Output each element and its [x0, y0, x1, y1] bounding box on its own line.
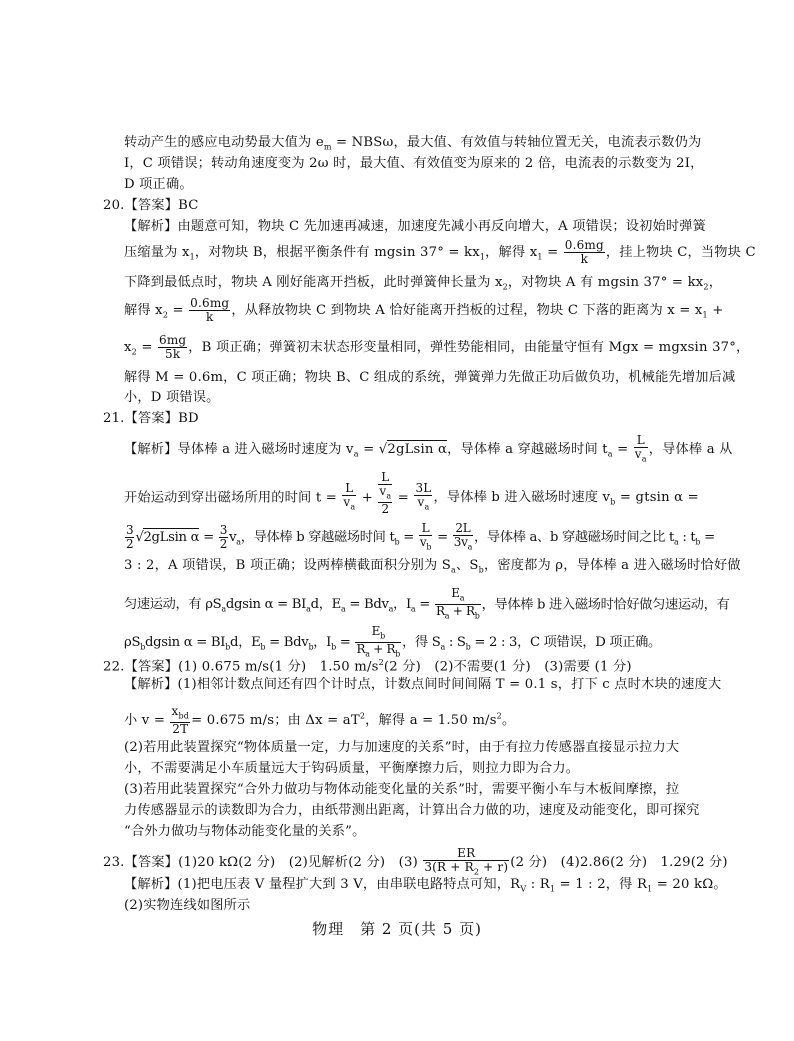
q23-answer: 23.【答案】(1)20 kΩ(2 分) (2)见解析(2 分) (3) $\frac{ER}{3(R + R_2 + r)}$ (2 分) (4)2.86(2 分) 1.29(2 分) [103, 846, 728, 877]
q23-analysis-1: 【解析】(1)把电压表 V 量程扩大到 3 V，由串联电路特点可知，$R_V$ : $R_1 = 1$ : 2，得 $R_1 = 20$ kΩ。 [124, 877, 727, 894]
q19-line-2: I，C 项错误；转动角速度变为 2ω 时，最大值、有效值变为原来的 2 倍，电流表的示数变为 2I， [124, 156, 704, 171]
q21-analysis-5: 匀速运动，有 $\rho S_adgsin$ $\alpha = BI_ad$，$E_a = Bdv_a$，$I_a$ = $\frac{E_a}{R_a + R_b}$ ，导体棒 b 进入磁场时恰好做匀速运动，有 [124, 586, 730, 621]
q21-analysis-4: 3 : 2，A 项错误，B 项正确；设两棒横截面积分别为 $S_a$、$S_b$，密度都为 ρ，导体棒 a 进入磁场时恰好做 [124, 558, 741, 575]
q20-answer: 20.【答案】BC [103, 198, 199, 213]
q19-line-3: D 项正确。 [124, 177, 193, 192]
q22-analysis-2: 小 v = $\frac{x_{bd}}{2T}$ = 0.675 m/s；由 $\Delta x = aT^2$，解得 a = 1.50 $m/s^2$。 [124, 704, 516, 737]
q20-analysis-3: 下降到最低点时，物块 A 刚好能离开挡板，此时弹簧伸长量为 $x_2$，对物块 A 有 mgsin $37^\circ = kx_2$， [124, 275, 723, 292]
q21-analysis-6: $\rho S_bdgsin$ $\alpha = BI_bd$，$E_b = Bdv_b$，$I_b$ = $\frac{E_b}{R_a + R_b}$ ，得 $S_a$ : $S_b = 2$ : 3，C 项错误，D 项正确。 [124, 624, 661, 659]
q22-analysis-7: “合外力做功与物体动能变化量的关系”。 [124, 824, 366, 839]
q22-analysis-1: 【解析】(1)相邻计数点间还有四个计时点，计数点间时间间隔 T = 0.1 s，打下 c 点时木块的速度大 [124, 677, 722, 692]
q20-analysis-7: 小，D 项错误。 [124, 390, 220, 405]
q20-analysis-5: $x_2$ = $\frac{6mg}{5k}$ ，B 项正确；弹簧初末状态形变量相同，弹性势能相同，由能量守恒有 Mgx = mgxsin 37°， [124, 333, 750, 361]
q21-analysis-1: 【解析】导体棒 a 进入磁场时速度为 $v_a = √2gLsin$ α，导体棒 a 穿越磁场时间 $t_a$ = $\frac{L}{v_a}$ ，导体棒 a 从 [124, 433, 733, 464]
fraction-ta: $\frac{L}{v_a}$ [634, 433, 647, 464]
q20-analysis-2: 压缩量为 $x_1$，对物块 B，根据平衡条件有 mgsin $37^\circ = kx_1$，解得 $x_1$ = $\frac{0.6mg}{k}$ ，挂上物块 C，当物块 C [124, 238, 756, 266]
q21-analysis-3: $\frac{3}{2}$ √2gLsin α = $\frac{3}{2}$ $v_a$，导体棒 b 穿越磁场时间 $t_b$ = $\frac{L}{v_b}$ = $\frac{2L}{3v_a}$ ，导体棒 a、b 穿越磁场时间之比 $t_a$ : $t_b$ = [126, 521, 715, 552]
q20-analysis-4: 解得 $x_2$ = $\frac{0.6mg}{k}$ ，从释放物块 C 到物块 A 恰好能离开挡板的过程，物块 C 下落的距离为 $x = x_1$ + [124, 296, 724, 324]
q22-answer: 22.【答案】(1) 0.675 m/s(1 分) 1.50 $m/s^2(2$ 分) (2)不需要(1 分) (3)需要 (1 分) [103, 658, 632, 675]
q21-answer: 21.【答案】BD [103, 411, 199, 426]
fraction-x1: $\frac{0.6mg}{k}$ [564, 238, 604, 266]
q20-analysis-6: 解得 M = 0.6m，C 项正确；物块 B、C 组成的系统，弹簧弹力先做正功后做负功，机械能先增加后减 [124, 370, 736, 385]
q23-analysis-2: (2)实物连线如图所示 [124, 898, 251, 913]
q21-analysis-2: 开始运动到穿出磁场所用的时间 t = $\frac{L}{v_a}$ + L $v_a$ 2 = $\frac{3L}{v_a}$ ，导体棒 b 进入磁场时速度 $v_b = gtsin$ α = [124, 470, 699, 517]
page-footer: 物理 第 2 页(共 5 页) [312, 920, 482, 938]
fraction-x: $\frac{6mg}{5k}$ [159, 333, 187, 361]
q19-line-1: 转动产生的感应电动势最大值为 $e_m = NBS\omega$，最大值、有效值与转轴位置无关，电流表示数仍为 [124, 135, 702, 152]
q22-analysis-6: 力传感器显示的读数即为合力，由纸带测出距离，计算出合力做的功，速度及动能变化，即可探究 [124, 803, 700, 818]
q22-analysis-3: (2)若用此装置探究“物体质量一定，力与加速度的关系”时，由于有拉力传感器直接显示拉力大 [124, 740, 680, 755]
q20-analysis-1: 【解析】由题意可知，物块 C 先加速再减速，加速度先减小再反向增大，A 项错误；设初始时弹簧 [124, 219, 707, 234]
fraction-x2: $\frac{0.6mg}{k}$ [190, 296, 230, 324]
q22-analysis-5: (3)若用此装置探究“合外力做功与物体动能变化量的关系”时，需要平衡小车与木板间摩擦，拉 [124, 782, 680, 797]
q22-analysis-4: 小，不需要满足小车质量远大于钩码质量，平衡摩擦力后，则拉力即为合力。 [124, 761, 580, 776]
